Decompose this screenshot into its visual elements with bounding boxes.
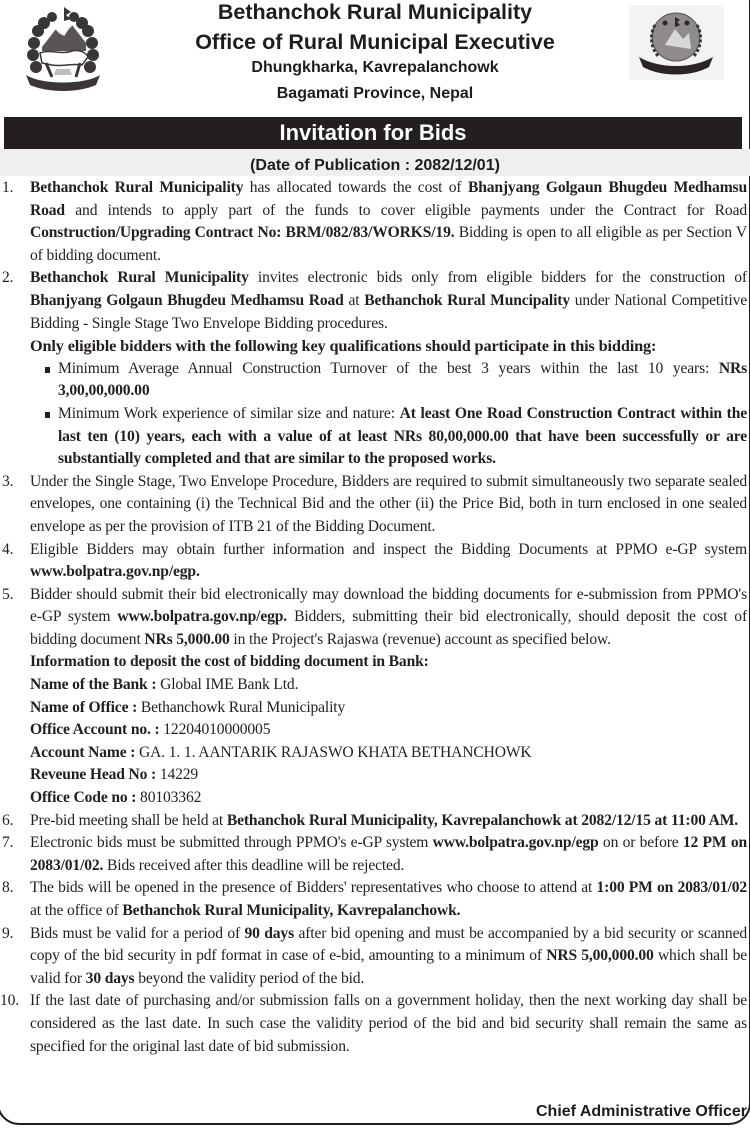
bank-info-row: [0, 742, 747, 765]
bold-text: NRS 5,00,000.00: [546, 947, 654, 965]
notice-body: [0, 177, 747, 1058]
item-text: [30, 877, 747, 922]
bank-info-value: GA. 1. 1. AANTARIK RAJASWO KHATA BETHANCHOWK: [135, 743, 532, 761]
item-text: [30, 539, 747, 584]
item-number: 8.: [2, 879, 14, 897]
list-item: [0, 810, 747, 833]
list-item: [0, 832, 747, 877]
item-text: [30, 267, 747, 335]
item-number: 1.: [2, 179, 14, 196]
text: Pre-bid meeting shall be held at: [30, 811, 227, 829]
text: and intends to apply part of the funds to cover eligible payments under the Contract for Road: [64, 201, 747, 219]
text: If the last date of purchasing and/or submission falls on a government holiday, then the next working day shall be considered as the last date. In such case the validity period of the bid and bid security shall remain the same as specified for the original last date of bid submission.: [30, 992, 747, 1055]
item-number: 6.: [2, 811, 14, 829]
text: Bidder should submit their bid electronically may download the bidding documents for e-submission from PPMO's e-GP system: [30, 585, 747, 626]
text: at: [343, 291, 365, 309]
bold-text: Information to deposit the cost of bidding document in Bank:: [30, 653, 429, 671]
text: at the office of: [30, 902, 123, 919]
bold-text: 90 days: [244, 924, 294, 942]
text: in the Project's Rajaswa (revenue) account as specified below.: [229, 630, 611, 648]
signatory-title: Chief Administrative Officer: [535, 1103, 747, 1120]
bank-info-value: 80103362: [136, 789, 202, 807]
qualification-bullet: [0, 403, 747, 471]
province-country: Bagamati Province, Nepal: [276, 85, 474, 102]
bank-info-heading: [0, 651, 747, 674]
text: under National Competitive Bidding - Single Stage Two Envelope Bidding procedures.: [30, 291, 747, 332]
text: Under the Single Stage, Two Envelope Procedure, Bidders are required to submit simultaneously two separate sealed envelopes, one containing (i) the Technical Bid and the other (ii) the Price Bid, both in turn enclosed in one sealed envelope as per the provision of ITB 21 of the Bidding Document.: [30, 472, 747, 535]
bullet-square-icon: [45, 412, 50, 418]
notice-title: Invitation for Bids: [4, 117, 742, 149]
item-number: 10.: [0, 992, 20, 1010]
bold-text: Bethanchok Rural Municipality, Kavrepalanchowk at 2082/12/15 at 11:00 AM.: [226, 811, 739, 829]
notice-header: [0, 0, 750, 112]
bank-info-row: [0, 697, 747, 720]
bold-text: Bethanchok Rural Municipality: [30, 269, 249, 287]
bold-text: 30 days: [85, 969, 135, 987]
nepal-emblem-icon: [22, 3, 104, 93]
bold-text: Only eligible bidders with the following key qualifications should participate in this bidding:: [30, 336, 657, 356]
text: The bids will be opened in the presence of Bidders' representatives who choose to attend at: [30, 879, 597, 897]
bank-info-label: Office Account no. :: [30, 721, 160, 739]
list-item: [0, 990, 747, 1058]
bank-info-value: 14229: [156, 766, 199, 784]
bank-info-label: Name of the Bank :: [30, 676, 157, 694]
bold-text: Bethanchok Rural Muncipality: [364, 291, 570, 309]
item-text: [30, 584, 747, 652]
bank-info-value: 12204010000005: [159, 721, 271, 739]
list-item: [0, 584, 747, 652]
list-item: [0, 471, 747, 539]
text: Bidding is open to all eligible as per Section V of bidding document.: [30, 224, 747, 264]
item-number: 7.: [2, 834, 14, 852]
bold-text: www.bolpatra.gov.np/egp.: [30, 563, 200, 581]
office-name: Office of Rural Municipal Executive: [195, 30, 555, 54]
text: Bids must be valid for a period of: [30, 924, 245, 942]
item-text: [30, 990, 747, 1058]
text: on or before: [598, 834, 683, 852]
item-number: 2.: [2, 269, 14, 287]
bullet-square-icon: [45, 367, 50, 373]
text: has allocated towards the cost of: [243, 179, 468, 196]
bank-info-value: Bethanchowk Rural Municipality: [137, 698, 346, 716]
text: Electronic bids must be submitted through PPMO's e-GP system: [30, 834, 433, 852]
item-text: [30, 177, 747, 267]
item-number: 4.: [2, 540, 14, 558]
text: after bid opening and must be accompanied by a bid security or scanned copy of the bid security in pdf format in case of e-bid, amounting to a minimum of: [30, 924, 747, 965]
item-text: [30, 923, 747, 991]
list-item: [0, 539, 747, 584]
office-address: Dhungkharka, Kavrepalanchowk: [251, 59, 499, 76]
text: beyond the validity period of the bid.: [134, 969, 365, 987]
bank-info-row: [0, 674, 747, 697]
municipality-name: Bethanchok Rural Municipality: [217, 0, 533, 24]
item-text: [30, 471, 747, 539]
bold-text: Construction/Upgrading Contract No: BRM/082/83/WORKS/19.: [30, 224, 455, 242]
bold-text: At least One Road Construction Contract within the last ten (10) years, each with a value of at least NRs 80,00,000.00 that have been successfully or are substantially completed and that are similar to the proposed works.: [58, 404, 747, 468]
bold-text: www.bolpatra.gov.np/egp.: [117, 608, 288, 626]
municipality-logo-icon: [629, 5, 724, 80]
bold-text: Bhanjyang Golgaun Bhugdeu Medhamsu Road: [30, 291, 344, 309]
bold-text: Bethanchok Rural Municipality: [30, 179, 244, 196]
bold-text: www.bolpatra.gov.np/egp: [432, 834, 599, 852]
bank-info-label: Name of Office :: [30, 698, 138, 716]
bold-text: Bethanchok Rural Municipality, Kavrepalanchowk.: [122, 902, 461, 919]
publication-date: (Date of Publication : 2082/12/01): [0, 149, 750, 176]
text: invites electronic bids only from eligible bidders for the construction of: [248, 269, 747, 287]
text: which shall be valid for: [30, 947, 747, 987]
qualification-bullet: [0, 358, 747, 403]
bold-text: NRs 5,000.00: [144, 630, 230, 648]
text: Bidders, submitting their bid electronically, should deposit the cost of bidding document: [30, 608, 747, 648]
bank-info-row: [0, 787, 747, 810]
item-number: 3.: [2, 472, 14, 490]
text: Eligible Bidders may obtain further information and inspect the Bidding Documents at PPMO e-GP system: [30, 540, 747, 558]
list-item: [0, 177, 747, 267]
bold-text: NRs 3,00,00,000.00: [58, 359, 747, 400]
bold-text: 1:00 PM on 2083/01/02: [596, 879, 747, 897]
bold-text: Bhanjyang Golgaun Bhugdeu Medhamsu Road: [30, 179, 747, 219]
list-item: [0, 267, 747, 335]
item-text: [30, 832, 747, 877]
item-number: 5.: [2, 585, 14, 603]
item-number: 9.: [2, 924, 14, 942]
bank-info-label: Reveune Head No :: [30, 766, 157, 784]
text: Minimum Work experience of similar size and nature:: [58, 404, 400, 422]
text: Bids received after this deadline will be rejected.: [103, 856, 405, 874]
bank-info-label: Office Code no :: [30, 789, 137, 807]
qualification-heading: [0, 335, 747, 358]
item-text: [30, 810, 747, 833]
text: Minimum Average Annual Construction Turnover of the best 3 years within the last 10 years:: [58, 359, 719, 377]
bank-info-row: [0, 764, 747, 787]
bank-info-label: Account Name :: [30, 743, 136, 761]
list-item: [0, 877, 747, 922]
bold-text: 12 PM on 2083/01/02.: [30, 834, 747, 874]
bank-info-value: Global IME Bank Ltd.: [156, 676, 299, 694]
list-item: [0, 923, 747, 991]
bank-info-row: [0, 719, 747, 742]
